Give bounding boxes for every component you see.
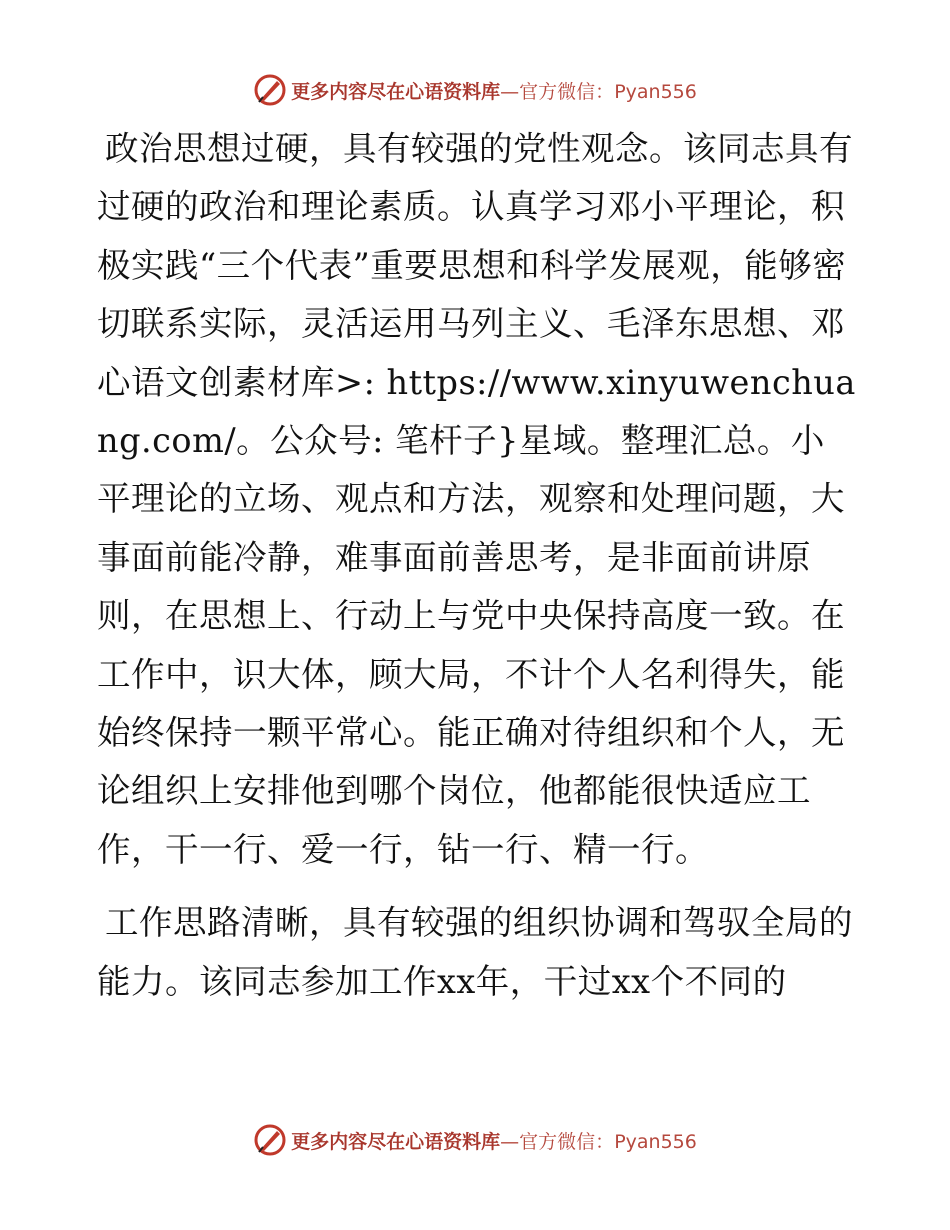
paragraph-2: 工作思路清晰，具有较强的组织协调和驾驭全局的能力。该同志参加工作xx年，干过xx个不同的 xyxy=(97,903,853,1001)
document-body xyxy=(97,120,857,1026)
footer-wechat-label: 官方微信： xyxy=(519,1130,615,1153)
footer-banner xyxy=(0,1120,950,1160)
header-brand: 更多内容尽在心语资料库 xyxy=(291,80,501,103)
footer-wechat-id: Pyan556 xyxy=(614,1130,697,1153)
footer-text xyxy=(291,1127,697,1154)
header-dash: — xyxy=(500,80,520,103)
footer-dash: — xyxy=(500,1130,520,1153)
quill-logo-icon xyxy=(253,73,287,107)
header-text xyxy=(291,77,697,104)
footer-brand: 更多内容尽在心语资料库 xyxy=(291,1130,501,1153)
header-wechat-id: Pyan556 xyxy=(614,80,697,103)
header-banner xyxy=(0,70,950,110)
header-wechat-label: 官方微信： xyxy=(519,80,615,103)
quill-logo-icon xyxy=(253,1123,287,1157)
paragraph-1: 政治思想过硬，具有较强的党性观念。该同志具有过硬的政治和理论素质。认真学习邓小平理论，积极实践“三个代表”重要思想和科学发展观，能够密切联系实际，灵活运用马列主义、毛泽东思想、邓心语文创素材库>: https://www.xinyuwenchuang.com/。公众号: 笔杆子}星域。整理汇总。小平理论的立场、观点和方法，观察和处理问题，大事面前能冷静，难事面前善思考，是非面前讲原则，在思想上、行动上与党中央保持高度一致。在工作中，识大体，顾大局，不计个人名利得失，能始终保持一颗平常心。能正确对待组织和个人，无论组织上安排他到哪个岗位，他都能很快适应工作，干一行、爱一行，钻一行、精一行。 xyxy=(97,129,856,869)
